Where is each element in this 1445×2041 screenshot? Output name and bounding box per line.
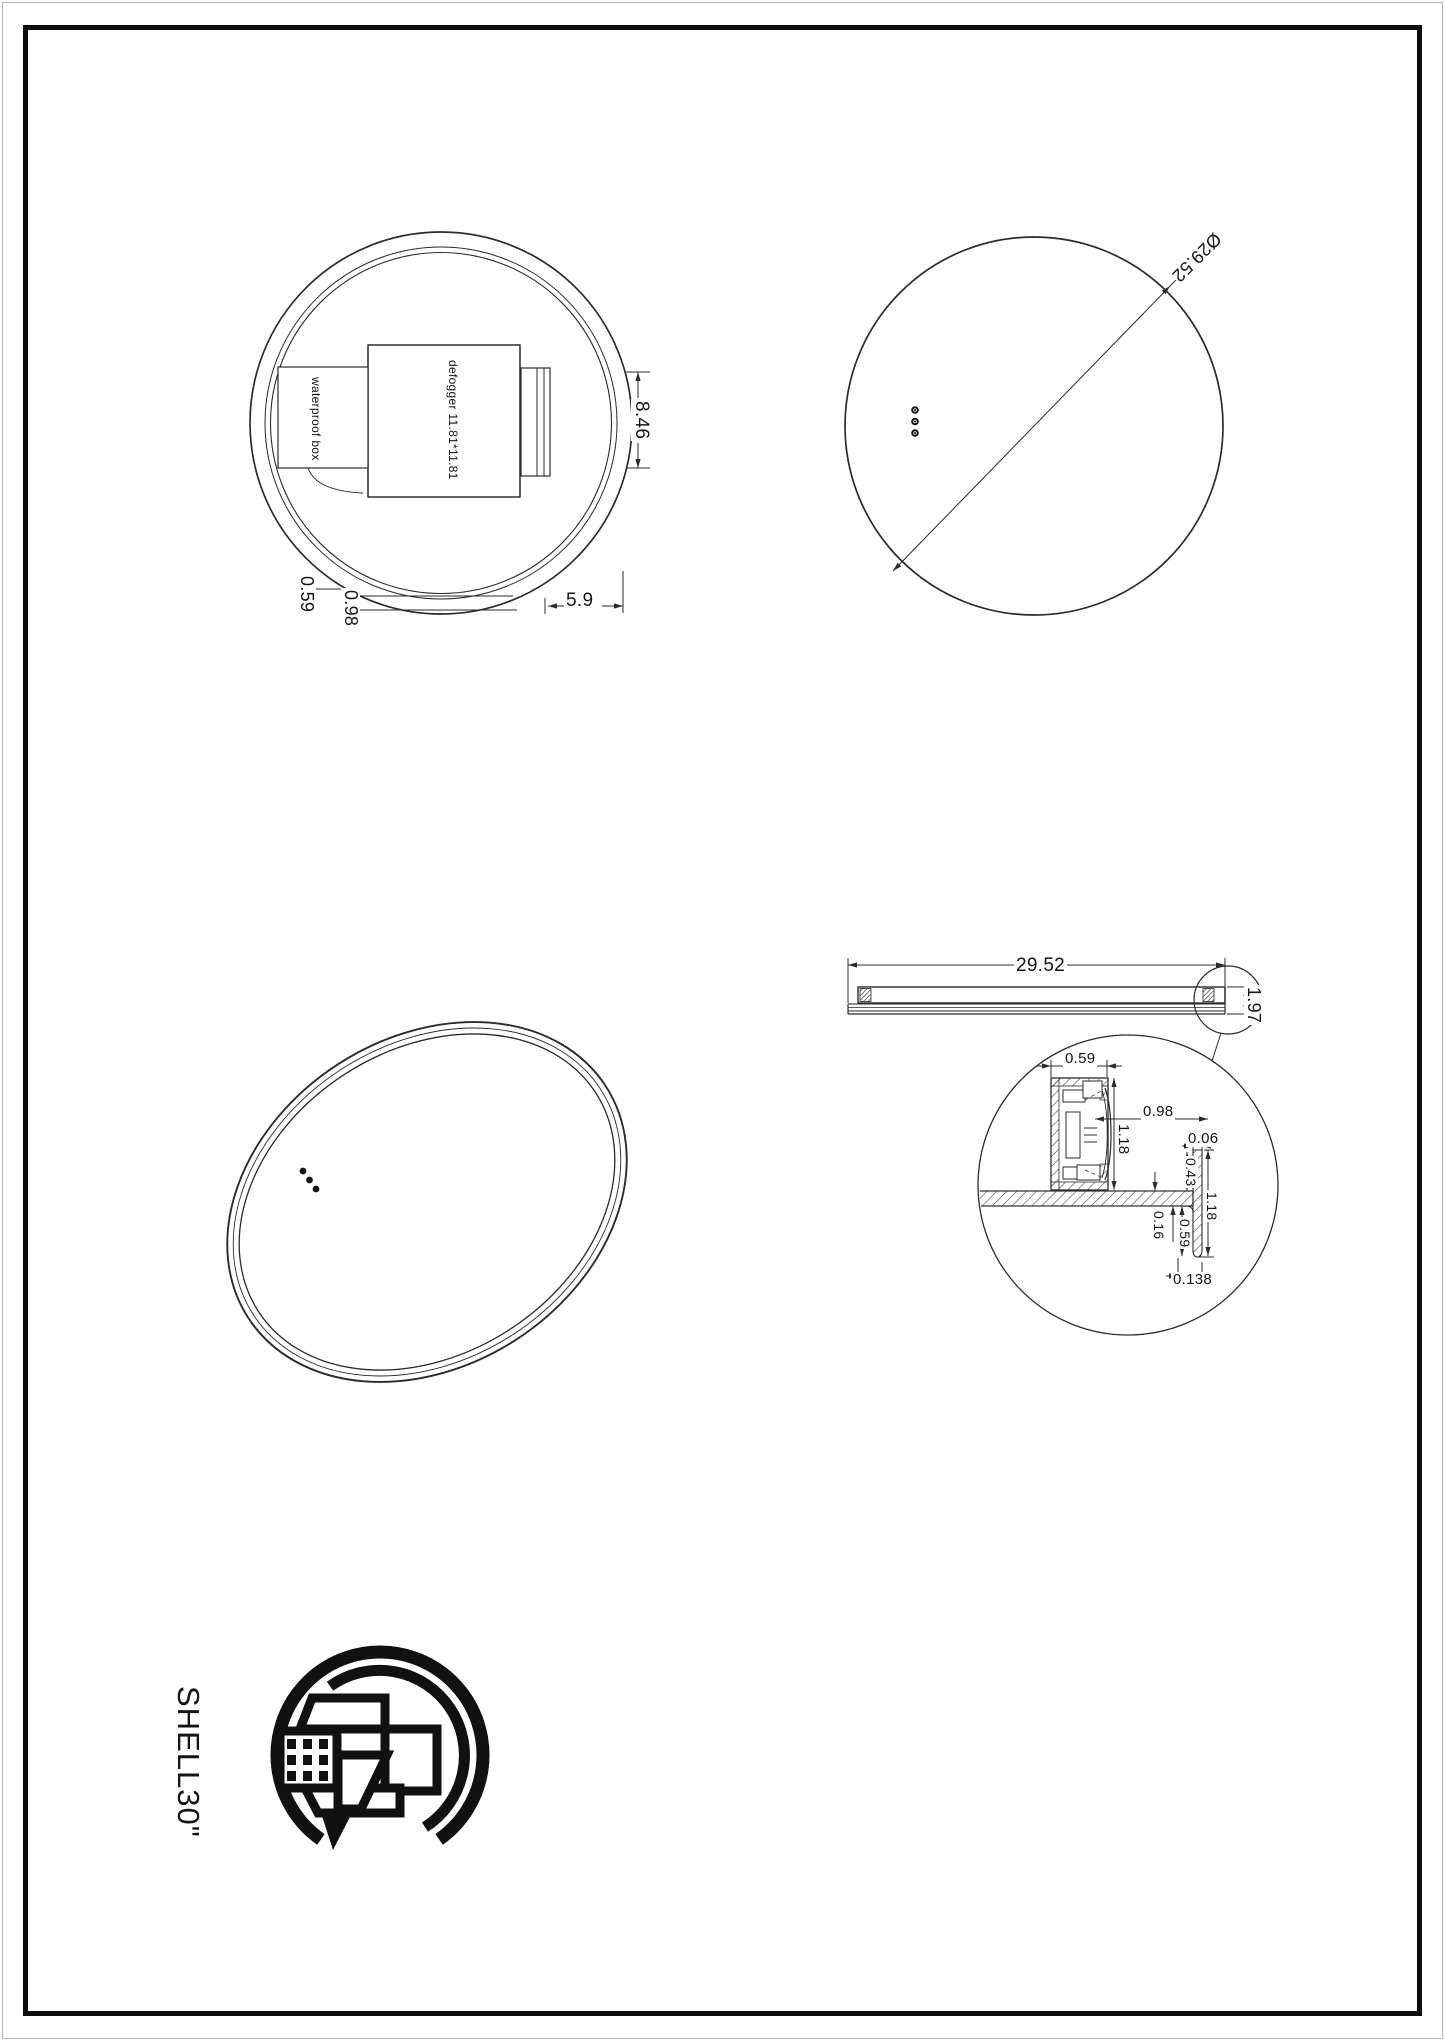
mirror-glass-section	[975, 1191, 1193, 1206]
dim-lip-inset: 0.43	[1183, 1158, 1199, 1187]
dim-profile-depth: 1.18	[1115, 1124, 1132, 1155]
perspective-view-drawing	[159, 948, 695, 1455]
label-waterproof-box: waterproof box	[309, 377, 323, 461]
front-view-drawing	[845, 237, 1223, 615]
product-name: SHELL30"	[171, 1686, 206, 1838]
brand-logo-icon	[277, 1652, 483, 1850]
dim-rim-front: 0.59	[297, 576, 317, 613]
dim-box-offset: 5.9	[566, 590, 594, 611]
dim-overall-depth: 1.97	[1244, 987, 1264, 1024]
detail-view-drawing	[975, 1035, 1278, 1335]
dim-box-height: 8.46	[631, 401, 652, 440]
rim-dim-leaders	[307, 589, 517, 610]
dim-edge-offset: 0.138	[1173, 1271, 1213, 1288]
dim-diameter: Ø29.52	[1168, 228, 1226, 287]
frame-profile-section	[1051, 1078, 1111, 1190]
connector-box	[521, 368, 550, 476]
logo-window-grid	[287, 1739, 328, 1781]
touch-sensor-icons-perspective	[300, 1168, 320, 1193]
label-defogger: defogger 11.81*11.81	[446, 360, 460, 480]
dim-overall-width: 29.52	[1016, 955, 1066, 976]
touch-sensor-icons	[911, 406, 919, 437]
dim-lip-below-glass: 0.59	[1177, 1219, 1193, 1248]
dim-lip-thickness: 0.06	[1188, 1130, 1219, 1147]
dim-profile-width: 0.59	[1065, 1050, 1096, 1067]
defogger-box	[368, 345, 520, 497]
dim-back-clearance: 0.98	[1143, 1103, 1174, 1120]
waterproof-box	[278, 367, 368, 468]
detail-boundary-circle	[978, 1035, 1278, 1335]
dim-rim-side: 0.98	[341, 590, 361, 627]
dim-glass-thickness: 0.16	[1151, 1211, 1167, 1240]
dim-lip-height: 1.18	[1204, 1192, 1220, 1221]
